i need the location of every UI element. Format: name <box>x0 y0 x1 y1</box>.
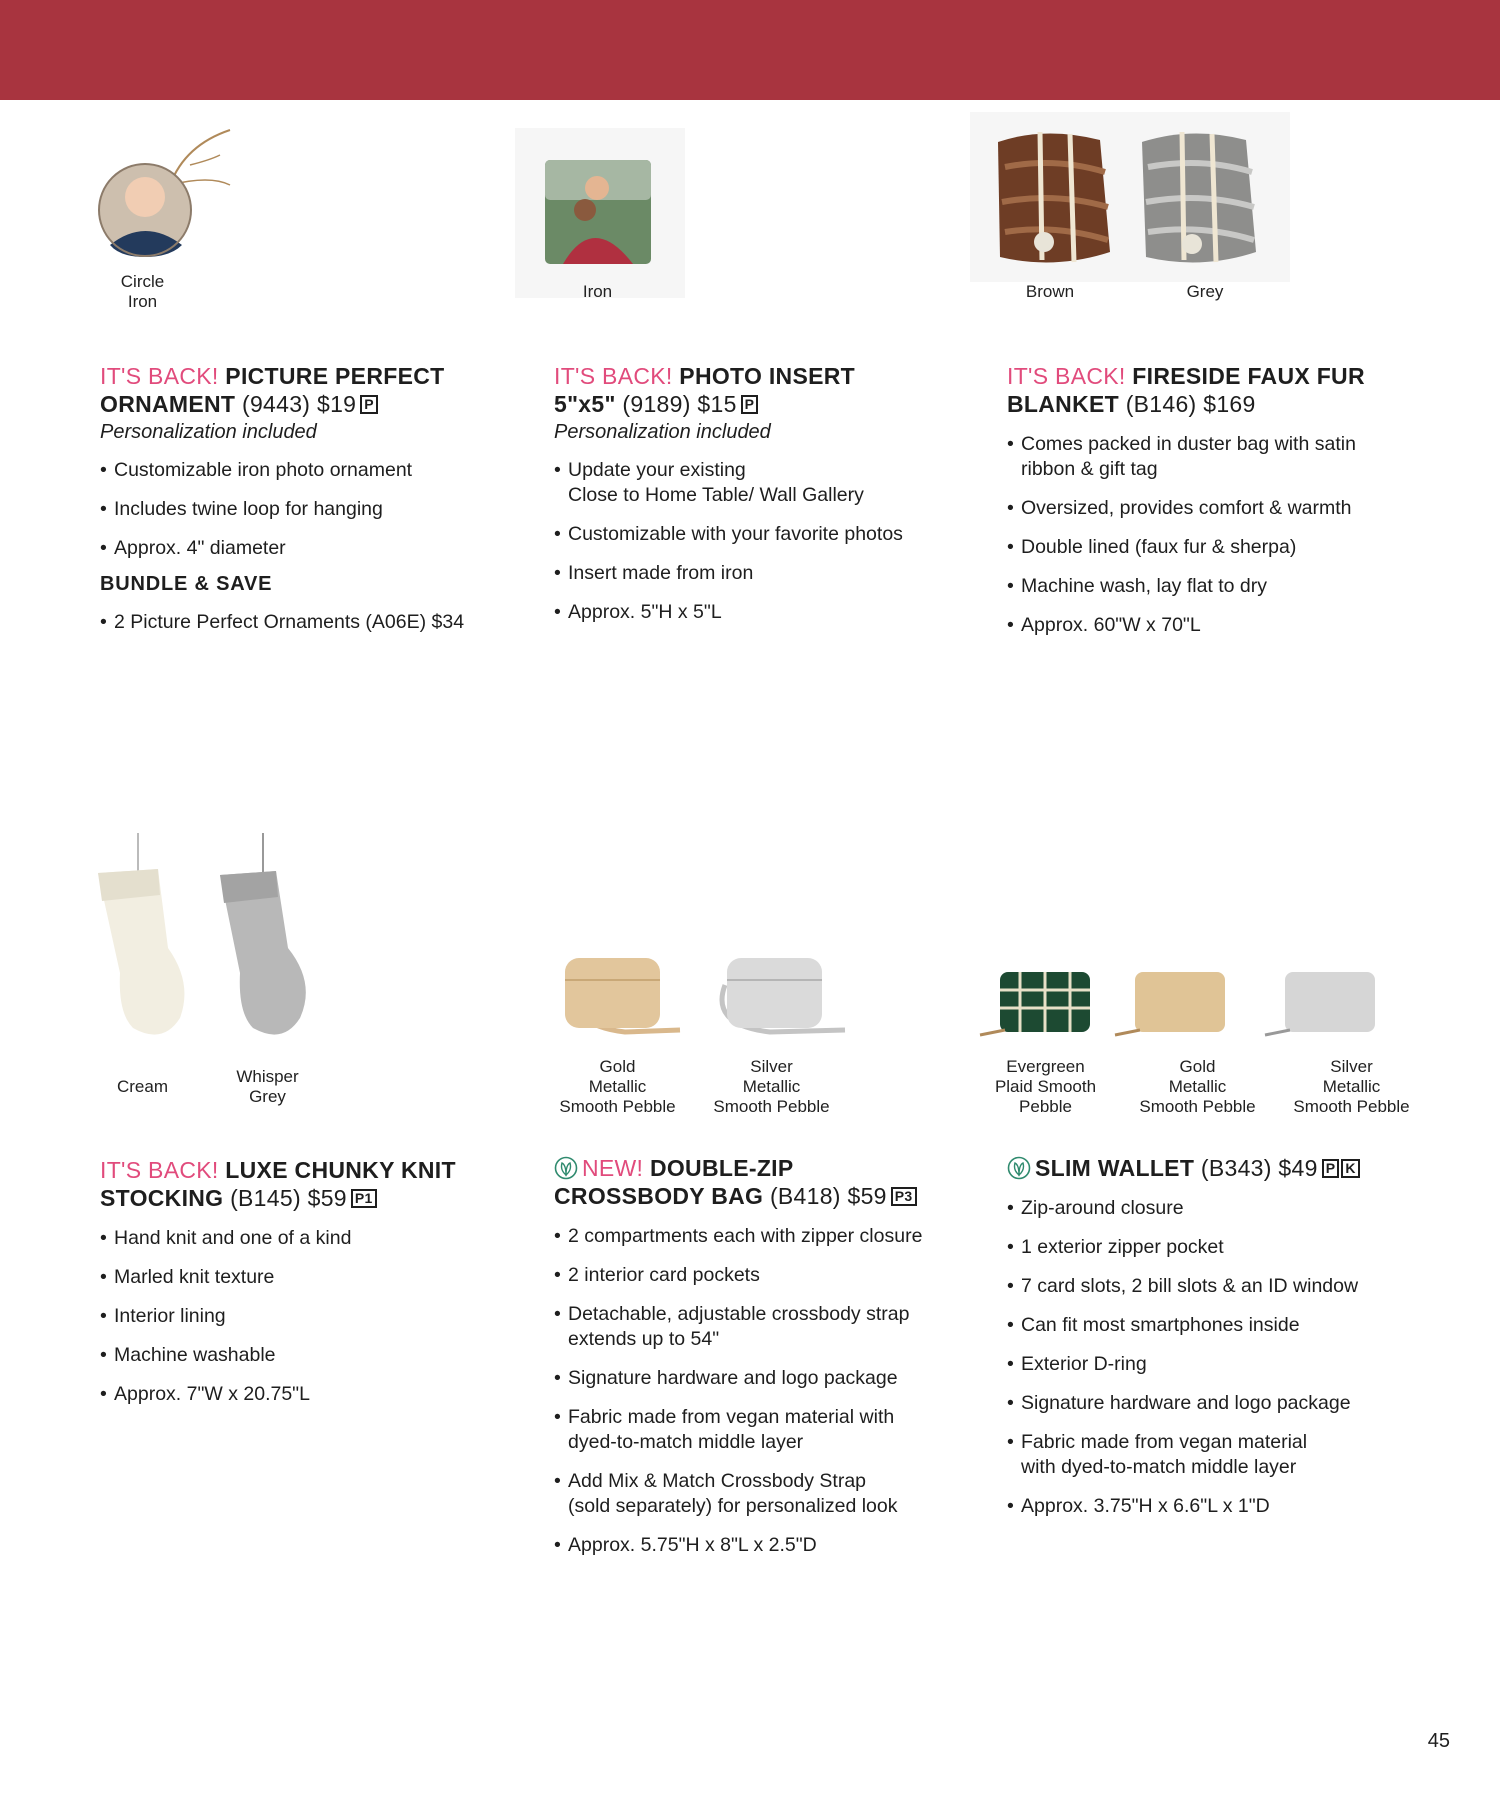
caption-ornament-circle: Circle Iron <box>120 272 165 311</box>
list-item: • Insert made from iron <box>554 561 974 586</box>
list-item: • 2 compartments each with zipper closure <box>554 1224 964 1249</box>
crossbody-image <box>555 950 855 1045</box>
product-subtitle: Personalization included <box>100 421 317 443</box>
product-title <box>1007 1154 1437 1182</box>
product-tag: IT'S BACK! <box>554 363 673 389</box>
product-tag: IT'S BACK! <box>1007 363 1126 389</box>
wallet-image <box>975 960 1415 1040</box>
list-item: • Machine wash, lay flat to dry <box>1007 574 1437 599</box>
list-item: • Approx. 60"W x 70"L <box>1007 613 1437 638</box>
list-item: • 7 card slots, 2 bill slots & an ID window <box>1007 1274 1437 1299</box>
product-title <box>100 1156 470 1212</box>
list-item: • 2 Picture Perfect Ornaments (A06E) $34 <box>100 610 520 635</box>
product-title <box>100 362 520 418</box>
list-item: • Double lined (faux fur & sherpa) <box>1007 535 1437 560</box>
product-price: $59 <box>847 1183 887 1209</box>
list-item: • Approx. 4" diameter <box>100 536 520 561</box>
list-item: • Zip-around closure <box>1007 1196 1437 1221</box>
product-name: SLIM WALLET <box>1035 1155 1195 1181</box>
list-item: • Add Mix & Match Crossbody Strap (sold separately) for personalized look <box>554 1469 964 1519</box>
list-item: • Comes packed in duster bag with satin ribbon & gift tag <box>1007 432 1437 482</box>
list-item: • Exterior D-ring <box>1007 1352 1437 1377</box>
list-item: • Detachable, adjustable crossbody strap extends up to 54" <box>554 1302 964 1352</box>
list-item: • 1 exterior zipper pocket <box>1007 1235 1437 1260</box>
list-item: • Machine washable <box>100 1343 520 1368</box>
product-sku: (B418) <box>769 1183 841 1209</box>
product-tag: IT'S BACK! <box>100 363 219 389</box>
caption-blanket-grey: Grey <box>1186 282 1224 301</box>
personalization-badge: P <box>741 395 759 414</box>
caption-wallet-gold: Gold Metallic Smooth Pebble <box>1139 1057 1256 1116</box>
product-name: FIRESIDE FAUX FUR BLANKET <box>1007 363 1365 417</box>
list-item: • Fabric made from vegan material with dyed-to-match middle layer <box>1007 1430 1437 1480</box>
list-item: • Interior lining <box>100 1304 520 1329</box>
photo-insert-image <box>515 128 685 298</box>
list-item: • Hand knit and one of a kind <box>100 1226 520 1251</box>
personalization-badge: P <box>360 395 378 414</box>
product-crossbody <box>554 1154 964 1572</box>
blanket-image <box>970 112 1290 282</box>
product-name: DOUBLE-ZIP CROSSBODY BAG <box>554 1155 794 1209</box>
list-item: • Approx. 7"W x 20.75"L <box>100 1382 520 1407</box>
caption-bag-gold: Gold Metallic Smooth Pebble <box>559 1057 676 1116</box>
product-name: LUXE CHUNKY KNIT STOCKING <box>100 1157 456 1211</box>
bundle-heading: BUNDLE & SAVE <box>100 573 273 595</box>
product-title <box>1007 362 1437 418</box>
page-number: 45 <box>1427 1730 1450 1752</box>
product-sku: (B146) <box>1125 391 1197 417</box>
list-item: • Signature hardware and logo package <box>1007 1391 1437 1416</box>
list-item: • Signature hardware and logo package <box>554 1366 964 1391</box>
product-title <box>554 362 874 418</box>
product-subtitle: Personalization included <box>554 421 771 443</box>
product-name: PICTURE PERFECT ORNAMENT <box>100 363 445 417</box>
header-band <box>0 0 1500 100</box>
feature-list <box>1007 1196 1437 1519</box>
pricing-badge: P3 <box>891 1187 917 1206</box>
list-item: • 2 interior card pockets <box>554 1263 964 1288</box>
list-item: • Can fit most smartphones inside <box>1007 1313 1437 1338</box>
list-item: • Oversized, provides comfort & warmth <box>1007 496 1437 521</box>
product-blanket <box>1007 362 1437 652</box>
caption-bag-silver: Silver Metallic Smooth Pebble <box>713 1057 830 1116</box>
ornament-image <box>90 125 240 265</box>
product-sku: (9189) <box>622 391 691 417</box>
product-name: PHOTO INSERT 5"x5" <box>554 363 855 417</box>
product-title <box>554 1154 924 1210</box>
product-stocking <box>100 1156 520 1421</box>
leaf-icon <box>554 1156 578 1180</box>
caption-wallet-silver: Silver Metallic Smooth Pebble <box>1293 1057 1410 1116</box>
caption-blanket-brown: Brown <box>1025 282 1075 301</box>
product-wallet <box>1007 1154 1437 1533</box>
list-item: • Approx. 5.75"H x 8"L x 2.5"D <box>554 1533 964 1558</box>
feature-list <box>1007 432 1437 638</box>
product-price: $19 <box>316 391 357 417</box>
list-item: • Marled knit texture <box>100 1265 520 1290</box>
stocking-image <box>88 833 338 1048</box>
caption-wallet-plaid: Evergreen Plaid Smooth Pebble <box>994 1057 1097 1116</box>
list-item: • Includes twine loop for hanging <box>100 497 520 522</box>
product-sku: (B145) <box>230 1185 301 1211</box>
list-item: • Customizable iron photo ornament <box>100 458 520 483</box>
feature-list <box>554 1224 964 1558</box>
product-sku: (9443) <box>241 391 311 417</box>
product-price: $59 <box>307 1185 347 1211</box>
kit-badge: K <box>1341 1159 1359 1178</box>
list-item: • Fabric made from vegan material with dyed-to-match middle layer <box>554 1405 964 1455</box>
product-price: $49 <box>1278 1155 1318 1181</box>
feature-list <box>100 1226 520 1407</box>
product-tag: NEW! <box>582 1155 644 1181</box>
list-item: • Approx. 5"H x 5"L <box>554 600 974 625</box>
product-sku: (B343) <box>1200 1155 1272 1181</box>
product-price: $15 <box>697 391 737 417</box>
list-item: • Customizable with your favorite photos <box>554 522 974 547</box>
pricing-badge: P1 <box>351 1189 377 1208</box>
product-photo-insert <box>554 362 974 639</box>
caption-insert-iron: Iron <box>582 282 613 301</box>
list-item: • Approx. 3.75"H x 6.6"L x 1"D <box>1007 1494 1437 1519</box>
caption-stocking-grey: Whisper Grey <box>236 1067 299 1106</box>
caption-stocking-cream: Cream <box>116 1077 168 1096</box>
product-tag: IT'S BACK! <box>100 1157 219 1183</box>
personalization-badge: P <box>1322 1159 1340 1178</box>
product-price: $169 <box>1203 391 1256 417</box>
product-ornament <box>100 362 520 649</box>
bundle-list <box>100 610 520 635</box>
leaf-icon <box>1007 1156 1031 1180</box>
feature-list <box>554 458 974 625</box>
list-item: • Update your existing Close to Home Table/ Wall Gallery <box>554 458 974 508</box>
feature-list <box>100 458 520 561</box>
